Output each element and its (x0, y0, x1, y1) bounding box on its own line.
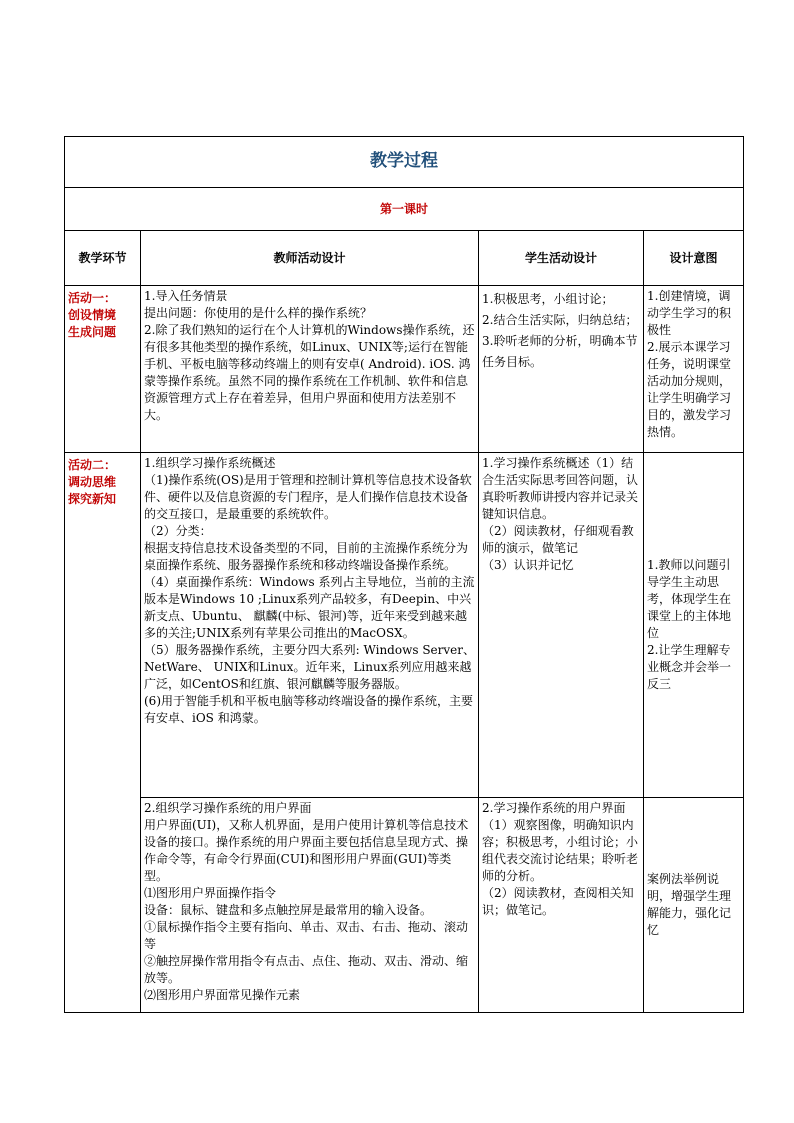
table-row (65, 286, 744, 453)
student-paragraph: 3.聆听老师的分析，明确本节任务目标。 (482, 334, 638, 369)
design-intent-cell (644, 286, 744, 453)
stage-cell (65, 453, 141, 1013)
teacher-paragraph: 设备：鼠标、键盘和多点触控屏是最常用的输入设备。 (144, 903, 433, 917)
teacher-paragraph: ⑴图形用户界面操作指令 (144, 886, 277, 900)
header-row (65, 231, 744, 286)
period-label: 第一课时 (379, 201, 428, 216)
teacher-activity-cell (141, 286, 479, 453)
header-intent: 设计意图 (644, 231, 744, 286)
stage-line: 活动二： (68, 458, 117, 472)
student-paragraph: 1.学习操作系统概述（1）结合生活实际思考回答问题，认真聆听教师讲授内容并记录关键知识信息。 (482, 456, 639, 521)
teacher-paragraph: （1)操作系统(OS)是用于管理和控制计算机等信息技术设备软件、硬件以及信息资源的专门程序，是人们操作信息技术设备的交互接口，是最重要的系统软件。 (144, 473, 472, 521)
teacher-paragraph: 2.组织学习操作系统的用户界面 (144, 801, 312, 815)
header-teacher: 教师活动设计 (141, 231, 479, 286)
student-activity-cell (479, 286, 644, 453)
teacher-paragraph: 1.导入任务情景 (144, 289, 228, 303)
teacher-activity-cell (141, 453, 479, 798)
teacher-paragraph: ②触控屏操作常用指令有点击、点住、拖动、双击、滑动、缩放等。 (144, 954, 469, 985)
stage-line: 调动思维 (68, 475, 117, 489)
stage-line: 活动一： (68, 291, 117, 305)
intent-paragraph: 1.教师以问题引导学生主动思考，体现学生在课堂上的主体地位 (647, 558, 732, 640)
design-intent-cell (644, 453, 744, 798)
teacher-paragraph: 根据支持信息技术设备类型的不同，目前的主流操作系统分为桌面操作系统、服务器操作系统和移动终端设备操作系统。 (144, 541, 469, 572)
student-paragraph: （2）阅读教材，仔细观看教师的演示，做笔记 (482, 524, 634, 555)
table-row (65, 798, 744, 1013)
teacher-paragraph: 2.除了我们熟知的运行在个人计算机的Windows操作系统，还有很多其他类型的操作系统，如Linux、UNIX等;运行在智能手机、平板电脑等移动终端上的则有安卓( Android). iOS. 鸿蒙等操作系统。虽然不同的操作系统在工作机制、软件和信息资源管理方式上存在着差异，但用户界面和使用方法差别不大。 (144, 323, 475, 422)
intent-paragraph: 2.让学生理解专业概念并会举一反三 (647, 643, 732, 691)
teacher-paragraph: 1.组织学习操作系统概述 (144, 456, 276, 470)
intent-paragraph: 案例法举例说明，增强学生理解能力，强化记忆 (647, 872, 732, 937)
teacher-paragraph: 提出问题：你使用的是什么样的操作系统？ (144, 306, 373, 320)
teacher-paragraph: ⑵图形用户界面常见操作元素 (144, 988, 301, 1002)
teacher-paragraph: （5）服务器操作系统，主要分四大系列: Windows Server、NetWare、 UNIX和Linux。近年来，Linux系列应用越来越广泛，如CentOS和红旗、银河麒麟等服务器版。 (144, 643, 476, 691)
table-title-cell (65, 137, 744, 188)
lesson-process-table (64, 136, 744, 1013)
teacher-paragraph: （2）分类： (144, 524, 212, 538)
stage-line: 探究新知 (68, 492, 117, 506)
header-stage: 教学环节 (65, 231, 141, 286)
student-activity-cell (479, 453, 644, 798)
stage-cell (65, 286, 141, 453)
intent-paragraph: 1.创建情境，调动学生学习的积极性 (647, 289, 732, 337)
teacher-paragraph: （4）桌面操作系统：Windows 系列占主导地位，当前的主流版本是Windows 10 ;Linux系列产品较多，有Deepin、中兴新支点、Ubuntu、 麒麟(中标、银河)等，近年来受到越来越多的关注;UNIX系列有苹果公司推出的MacOSX。 (144, 575, 475, 640)
student-activity-cell (479, 798, 644, 1013)
student-paragraph: 2.学习操作系统的用户界面 (482, 801, 626, 815)
teacher-paragraph: 用户界面(UI)，又称人机界面，是用户使用计算机等信息技术设备的接口。操作系统的用户界面主要包括信息呈现方式、操作命令等，有命令行界面(CUI)和图形用户界面(GUI)等类型。 (144, 818, 469, 883)
period-cell (65, 188, 744, 231)
page-title: 教学过程 (370, 151, 438, 171)
teacher-paragraph: ①鼠标操作指令主要有指向、单击、双击、右击、拖动、滚动等 (144, 920, 469, 951)
header-student: 学生活动设计 (479, 231, 644, 286)
stage-line: 创设情境 (68, 308, 117, 322)
intent-paragraph: 2.展示本课学习任务，说明课堂活动加分规则，让学生明确学习目的，激发学习热情。 (647, 340, 732, 439)
student-paragraph: （2）阅读教材，查阅相关知识；做笔记。 (482, 886, 634, 917)
student-paragraph: （1）观察图像，明确知识内容；积极思考，小组讨论；小组代表交流讨论结果；聆听老师的分析。 (482, 818, 639, 883)
student-paragraph: 2.结合生活实际，归纳总结； (482, 313, 638, 327)
stage-line: 生成问题 (68, 325, 117, 339)
table-row (65, 453, 744, 798)
teacher-activity-cell (141, 798, 479, 1013)
student-paragraph: 1.积极思考，小组讨论； (482, 292, 614, 306)
design-intent-cell (644, 798, 744, 1013)
teacher-paragraph: (6)用于智能手机和平板电脑等移动终端设备的操作系统，主要有安卓、iOS 和鸿蒙。 (144, 694, 474, 725)
student-paragraph: （3）认识并记忆 (482, 558, 574, 572)
